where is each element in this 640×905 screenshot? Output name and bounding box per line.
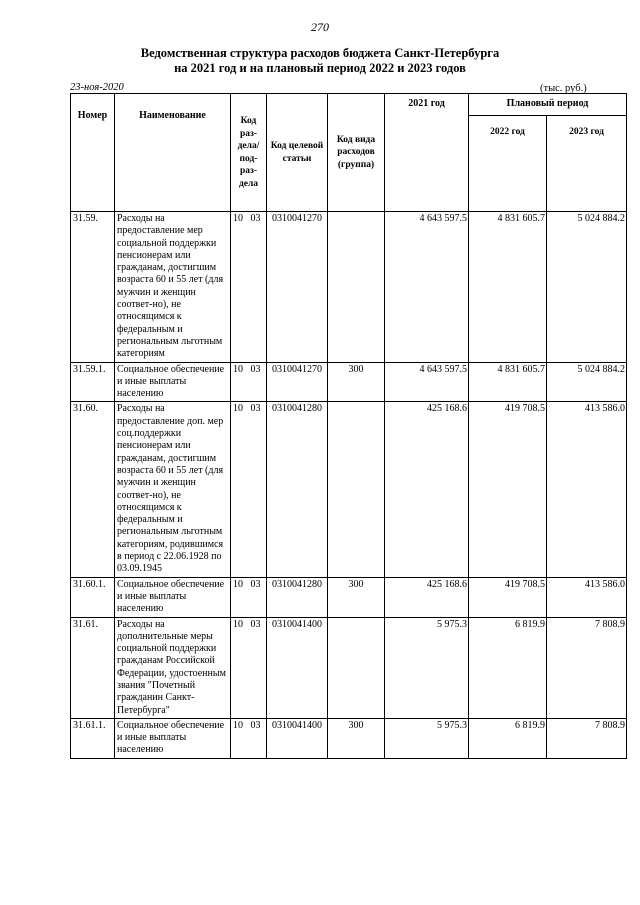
subsection-code: 03	[250, 363, 261, 375]
row-amount-2023: 5 024 884.2	[547, 362, 627, 402]
section-code: 10	[233, 618, 243, 630]
row-amount-2021: 5 975.3	[385, 617, 469, 718]
subsection-code: 03	[250, 719, 261, 731]
subsection-code: 03	[250, 213, 261, 224]
document-title	[0, 46, 640, 76]
table-row	[71, 402, 627, 577]
row-number: 31.60.	[71, 402, 115, 577]
row-amount-2023: 7 808.9	[547, 718, 627, 758]
row-amount-2021: 4 643 597.5	[385, 212, 469, 363]
header-planned-period: Плановый период	[469, 94, 627, 116]
budget-table	[70, 93, 627, 759]
table-row	[71, 617, 627, 718]
row-amount-2023: 413 586.0	[547, 402, 627, 577]
row-number: 31.61.1.	[71, 718, 115, 758]
section-code: 10	[233, 719, 243, 731]
section-code: 10	[233, 213, 243, 224]
document-date: 23-ноя-2020	[70, 82, 124, 93]
row-section-code	[231, 718, 267, 758]
header-year-2022: 2022 год	[469, 116, 547, 212]
row-number: 31.60.1.	[71, 577, 115, 617]
section-code: 10	[233, 578, 243, 590]
row-name: Социальное обеспечение и иные выплаты населению	[115, 362, 231, 402]
row-amount-2022: 6 819.9	[469, 718, 547, 758]
row-amount-2021: 5 975.3	[385, 718, 469, 758]
table-row	[71, 577, 627, 617]
row-target-code: 0310041270	[267, 362, 328, 402]
row-name: Социальное обеспечение и иные выплаты населению	[115, 577, 231, 617]
row-expense-type	[328, 212, 385, 363]
subsection-code: 03	[250, 403, 261, 415]
row-expense-type: 300	[328, 362, 385, 402]
row-name: Расходы на предоставление мер социальной поддержки пенсионерам или гражданам, достигшим возраста 60 и 55 лет (для мужчин и женщин соответ-но), не относящимся к федеральным и региональным льготным категориям	[115, 212, 231, 363]
row-amount-2021: 425 168.6	[385, 577, 469, 617]
subsection-code: 03	[250, 618, 261, 630]
row-name: Социальное обеспечение и иные выплаты населению	[115, 718, 231, 758]
row-target-code: 0310041400	[267, 718, 328, 758]
row-name: Расходы на дополнительные меры социальной поддержки гражданам Российской Федерации, удостоенным звания "Почетный гражданин Санкт-Петербурга"	[115, 617, 231, 718]
row-expense-type	[328, 617, 385, 718]
row-target-code: 0310041280	[267, 577, 328, 617]
row-amount-2023: 7 808.9	[547, 617, 627, 718]
title-line-2: на 2021 год и на плановый период 2022 и 2023 годов	[174, 61, 466, 75]
row-target-code: 0310041270	[267, 212, 328, 363]
page-number: 270	[311, 20, 329, 34]
section-code: 10	[233, 363, 243, 375]
header-target: Код целевой статьи	[267, 94, 328, 212]
table-row	[71, 718, 627, 758]
row-name: Расходы на предоставление доп. мер соц.поддержки пенсионерам или гражданам, достигшим возраста 60 и 55 лет (для мужчин и женщин соответ-но), не относящимся к федеральным и региональным льготным категориям, родившимся в период с 22.06.1928 по 03.09.1945	[115, 402, 231, 577]
row-amount-2023: 413 586.0	[547, 577, 627, 617]
header-expense-type: Код вида расходов (группа)	[328, 94, 385, 212]
row-section-code	[231, 402, 267, 577]
table-row	[71, 362, 627, 402]
header-number: Номер	[71, 94, 115, 212]
header-year-2023: 2023 год	[547, 116, 627, 212]
row-number: 31.59.1.	[71, 362, 115, 402]
title-line-1: Ведомственная структура расходов бюджета Санкт-Петербурга	[140, 46, 500, 60]
row-amount-2022: 419 708.5	[469, 577, 547, 617]
row-amount-2021: 4 643 597.5	[385, 362, 469, 402]
header-section: Код раз-дела/ под-раз-дела	[231, 94, 267, 212]
row-amount-2022: 4 831 605.7	[469, 212, 547, 363]
row-amount-2021: 425 168.6	[385, 402, 469, 577]
row-amount-2022: 6 819.9	[469, 617, 547, 718]
row-section-code	[231, 617, 267, 718]
row-section-code	[231, 362, 267, 402]
row-expense-type	[328, 402, 385, 577]
row-expense-type: 300	[328, 718, 385, 758]
row-number: 31.59.	[71, 212, 115, 363]
row-number: 31.61.	[71, 617, 115, 718]
row-amount-2022: 419 708.5	[469, 402, 547, 577]
table-row	[71, 212, 627, 363]
subsection-code: 03	[250, 578, 261, 590]
row-amount-2023: 5 024 884.2	[547, 212, 627, 363]
table-body	[71, 212, 627, 759]
row-section-code	[231, 577, 267, 617]
units-label: (тыс. руб.)	[540, 83, 587, 94]
row-expense-type: 300	[328, 577, 385, 617]
section-code: 10	[233, 403, 243, 415]
header-year-2021: 2021 год	[385, 94, 469, 212]
row-target-code: 0310041280	[267, 402, 328, 577]
header-name: Наименование	[115, 94, 231, 212]
row-section-code	[231, 212, 267, 363]
row-amount-2022: 4 831 605.7	[469, 362, 547, 402]
row-target-code: 0310041400	[267, 617, 328, 718]
